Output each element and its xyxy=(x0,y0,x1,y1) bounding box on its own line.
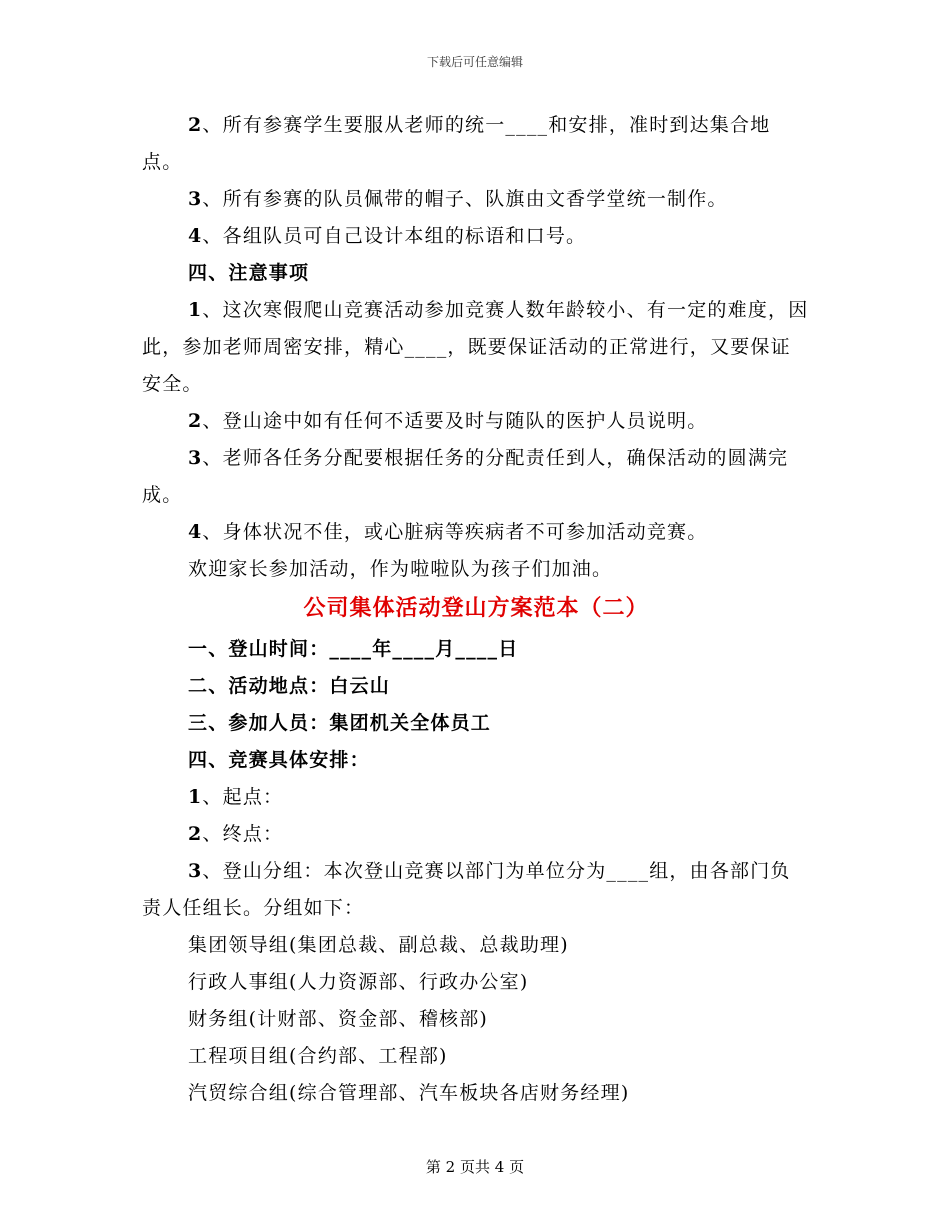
document-title: 公司集体活动登山方案范本（二） xyxy=(303,596,649,621)
list-item: 行政人事组(人力资源部、行政办公室) xyxy=(188,971,529,993)
paragraph: 3、所有参赛的队员佩带的帽子、队旗由文香学堂统一制作。 xyxy=(188,188,728,210)
paragraph: 1、这次寒假爬山竞赛活动参加竞赛人数年龄较小、有一定的难度，因此，参加老师周密安排，精心____，既要保证活动的正常进行，又要保证安全。 xyxy=(142,299,809,395)
paragraph: 4、身体状况不佳，或心脏病等疾病者不可参加活动竞赛。 xyxy=(188,521,708,543)
section-heading: 三、参加人员：集团机关全体员工 xyxy=(188,712,492,734)
paragraph: 3、老师各任务分配要根据任务的分配责任到人，确保活动的圆满完成。 xyxy=(142,447,789,506)
section-heading: 四、注意事项 xyxy=(188,262,310,284)
paragraph: 3、登山分组：本次登山竞赛以部门为单位分为____组，由各部门负责人任组长。分组如下： xyxy=(142,860,791,919)
list-item: 工程项目组(合约部、工程部) xyxy=(188,1045,448,1067)
list-item: 汽贸综合组(综合管理部、汽车板块各店财务经理) xyxy=(188,1082,630,1104)
section-heading: 一、登山时间：____年____月____日 xyxy=(188,638,519,660)
paragraph: 2、所有参赛学生要服从老师的统一____和安排，准时到达集合地点。 xyxy=(142,114,771,173)
document-body xyxy=(142,107,810,1112)
paragraph: 2、终点： xyxy=(188,823,284,845)
page-footer: 第 2 页共 4 页 xyxy=(425,1158,525,1176)
list-item: 财务组(计财部、资金部、稽核部) xyxy=(188,1008,489,1030)
section-heading: 二、活动地点：白云山 xyxy=(188,675,391,697)
page-header: 下载后可任意编辑 xyxy=(426,55,523,69)
paragraph: 2、登山途中如有任何不适要及时与随队的医护人员说明。 xyxy=(188,410,708,432)
paragraph: 4、各组队员可自己设计本组的标语和口号。 xyxy=(188,225,587,247)
section-heading: 四、竞赛具体安排： xyxy=(188,749,370,771)
list-item: 集团领导组(集团总裁、副总裁、总裁助理) xyxy=(188,934,569,956)
paragraph: 欢迎家长参加活动，作为啦啦队为孩子们加油。 xyxy=(188,558,613,580)
paragraph: 1、起点： xyxy=(188,786,284,808)
